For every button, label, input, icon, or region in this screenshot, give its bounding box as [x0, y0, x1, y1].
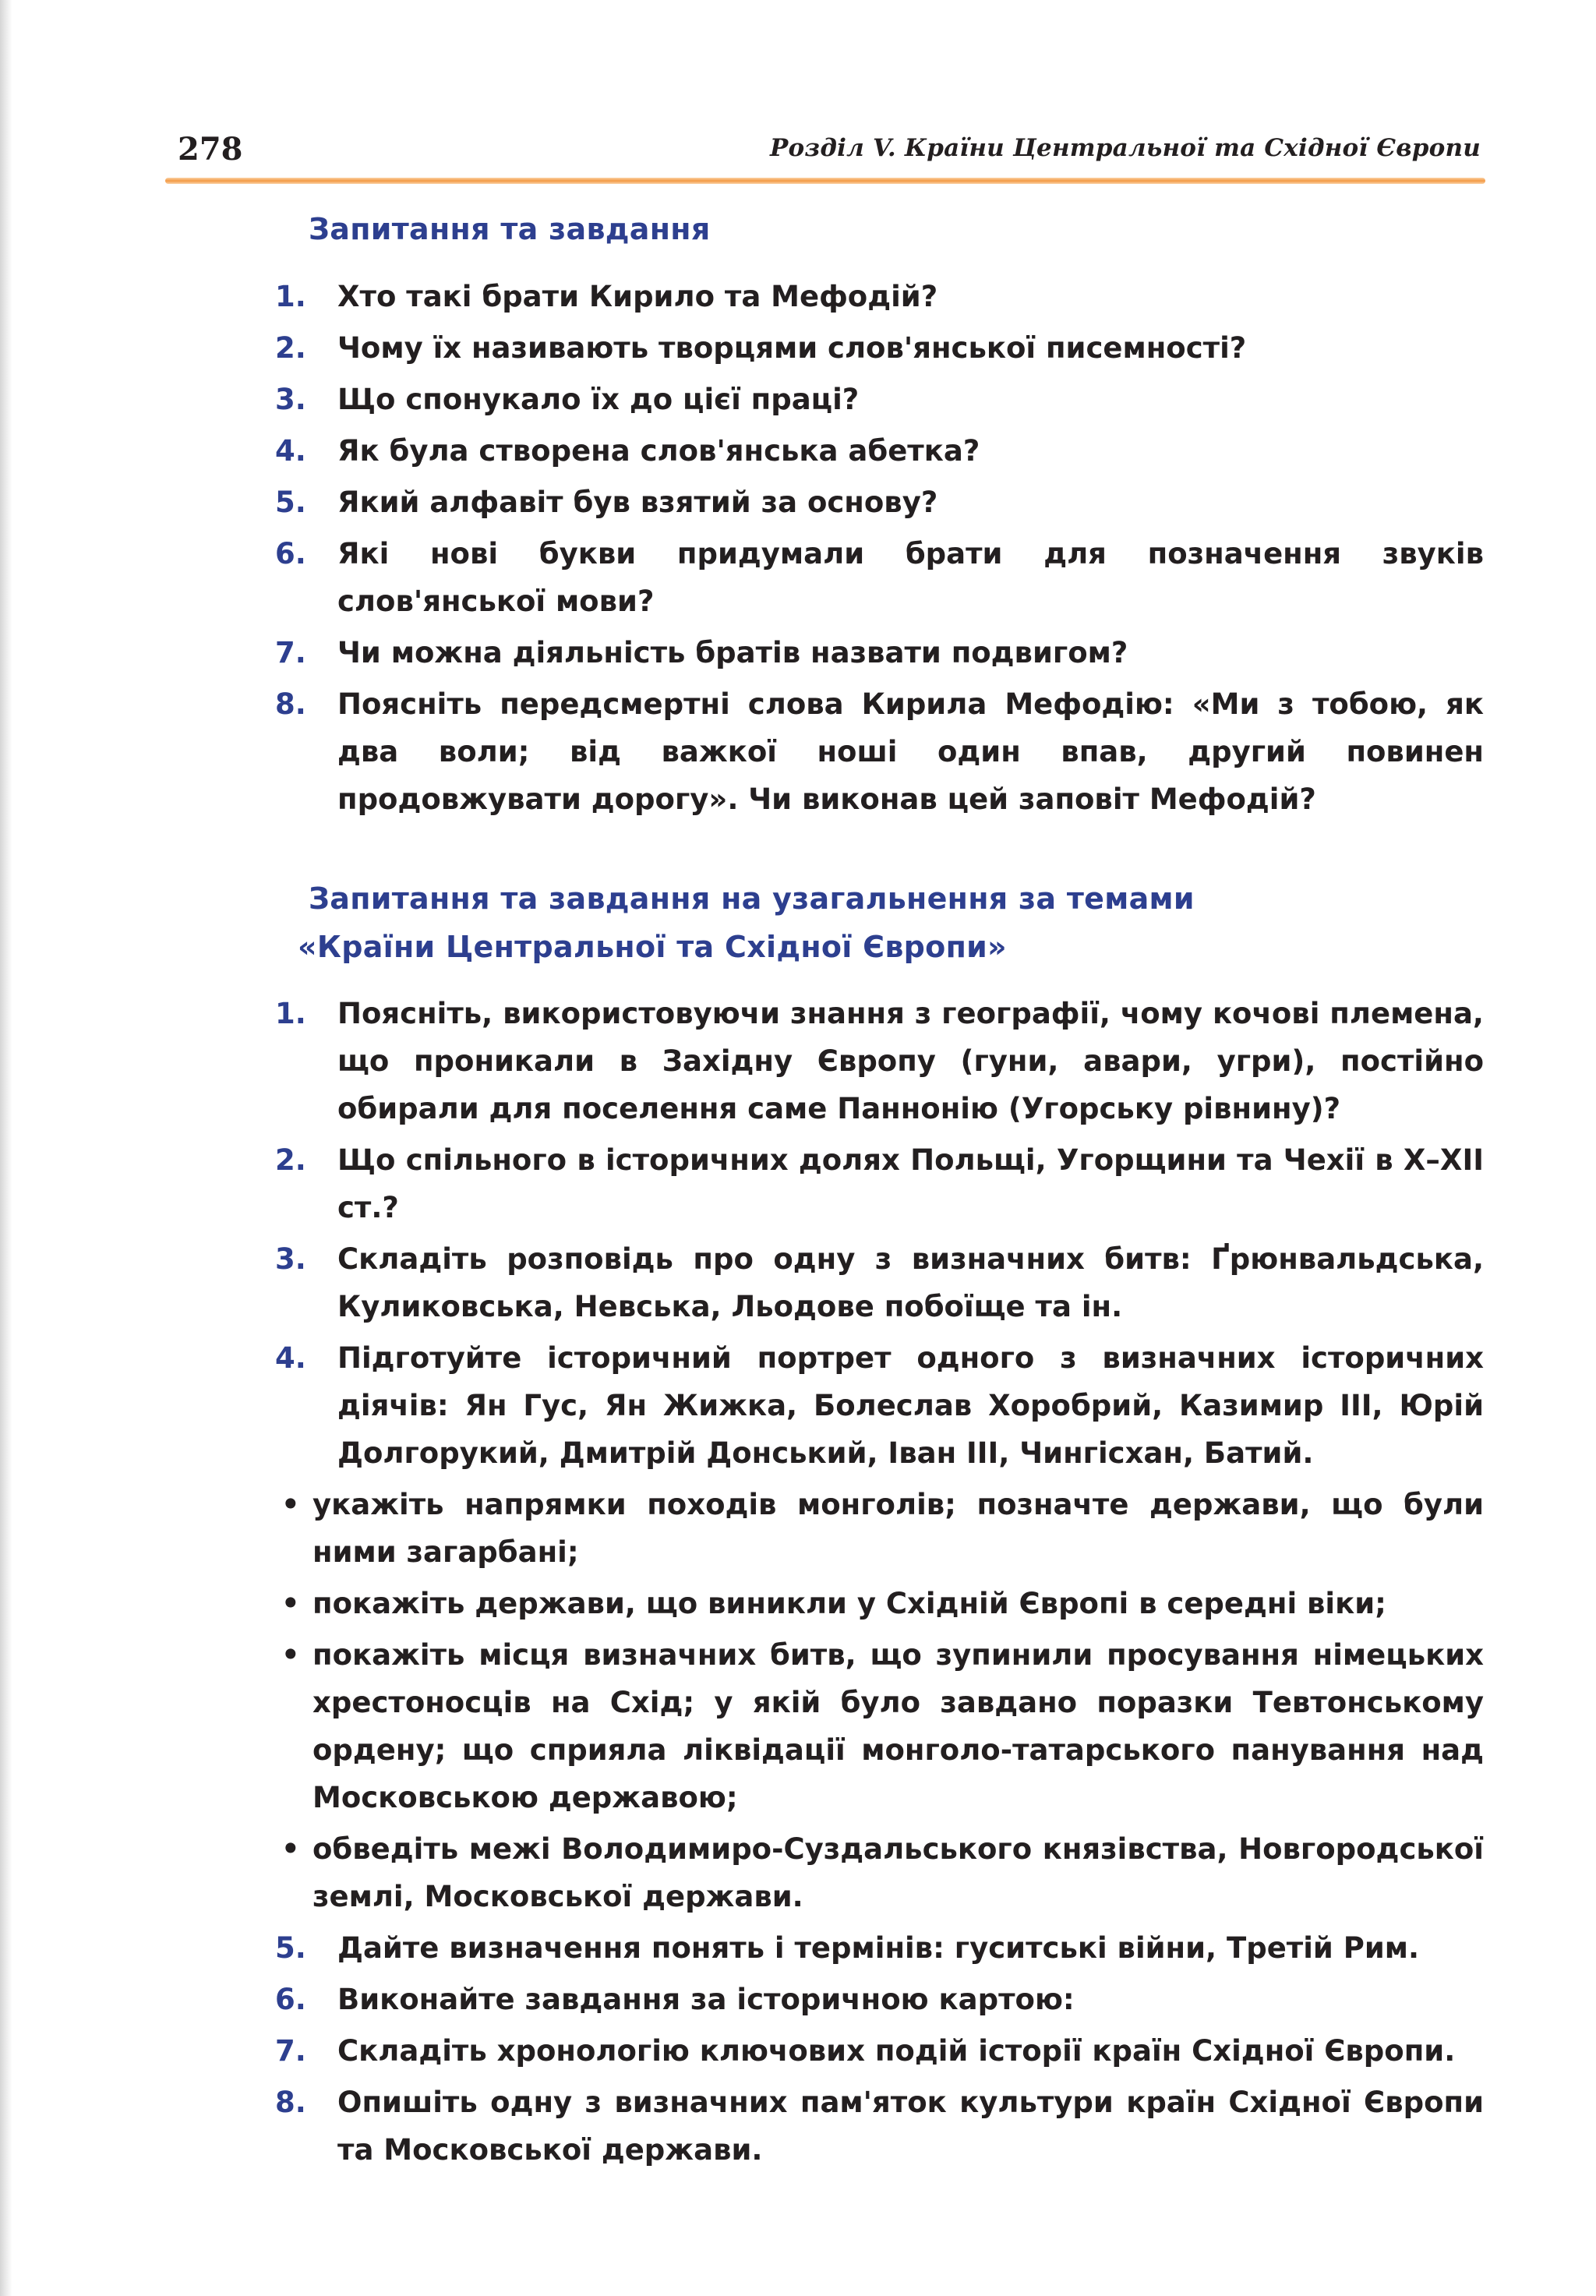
item-number: 1. — [275, 280, 306, 313]
item-number: 4. — [275, 1341, 306, 1375]
item-text: Опишіть одну з визначних пам'яток культури країн Східної Європи та Московської держави. — [337, 2086, 1484, 2167]
item-number: 4. — [275, 434, 306, 468]
bullet-list — [275, 1481, 1484, 1920]
item-text: Які нові букви придумали брати для позначення звуків слов'янської мови? — [337, 537, 1484, 618]
item-text: Чи можна діяльність братів назвати подвигом? — [337, 636, 1128, 669]
item-number: 3. — [275, 383, 306, 416]
bullet-text: покажіть держави, що виникли у Східній Європі в середні віки; — [312, 1587, 1386, 1620]
item-text: Що спільного в історичних долях Польщі, Угорщини та Чехії в Х–ХІІ ст.? — [337, 1143, 1484, 1224]
item-number: 7. — [275, 2034, 306, 2068]
item-number: 2. — [275, 1143, 306, 1177]
section-title-line: «Країни Центральної та Східної Європи» — [298, 930, 1007, 964]
list-item — [275, 427, 1484, 475]
item-number: 1. — [275, 997, 306, 1030]
page-edge-shadow — [0, 0, 12, 2296]
item-text: Виконайте завдання за історичною картою: — [337, 1983, 1075, 2016]
list-item — [275, 530, 1484, 625]
questions-list — [275, 273, 1484, 823]
item-number: 3. — [275, 1242, 306, 1276]
item-number: 2. — [275, 331, 306, 365]
bullet-text: обведіть межі Володимиро-Суздальського князівства, Новгородської землі, Московської держави. — [312, 1832, 1484, 1913]
list-item — [275, 1924, 1484, 1972]
list-item — [275, 324, 1484, 372]
item-number: 7. — [275, 636, 306, 669]
item-text: Як була створена слов'янська абетка? — [337, 434, 980, 468]
bullet-item — [275, 1481, 1484, 1576]
item-text: Дайте визначення понять і термінів: гуситські війни, Третій Рим. — [337, 1931, 1420, 1965]
bullet-text: покажіть місця визначних битв, що зупинили просування німецьких хрестоносців на Схід; у якій було завдано поразки Тевтонському ордену; що сприяла ліквідації монголо-татарського панування над Московською державою; — [312, 1638, 1484, 1814]
list-item — [275, 1136, 1484, 1231]
list-item — [275, 629, 1484, 676]
section-title-summary — [298, 874, 1195, 971]
bullet-text: укажіть напрямки походів монголів; позначте держави, що були ними загарбані; — [312, 1488, 1484, 1569]
item-text: Який алфавіт був взятий за основу? — [337, 486, 938, 519]
item-number: 6. — [275, 537, 306, 570]
item-number: 8. — [275, 687, 306, 721]
header-rule — [165, 178, 1485, 184]
bullet-item — [275, 1825, 1484, 1920]
page-header — [178, 131, 1481, 170]
list-item — [275, 2027, 1484, 2075]
bullet-icon: • — [281, 1832, 300, 1866]
item-text: Що спонукало їх до цієї праці? — [337, 383, 860, 416]
item-number: 5. — [275, 1931, 306, 1965]
list-item — [275, 1235, 1484, 1330]
item-number: 5. — [275, 486, 306, 519]
list-item — [275, 273, 1484, 320]
list-item — [275, 1334, 1484, 1477]
list-item — [275, 2079, 1484, 2174]
list-item — [275, 1976, 1484, 2023]
summary-questions-list — [275, 990, 1484, 2174]
section-title-questions: Запитання та завдання — [309, 212, 711, 246]
list-item — [275, 376, 1484, 423]
page-number: 278 — [178, 131, 243, 168]
item-text: Складіть розповідь про одну з визначних битв: Ґрюнвальдська, Куликовська, Невська, Льодове побоїще та ін. — [337, 1242, 1484, 1323]
bullet-icon: • — [281, 1638, 300, 1672]
bullet-item — [275, 1631, 1484, 1821]
bullet-icon: • — [281, 1488, 300, 1521]
item-text: Поясніть, використовуючи знання з географії, чому кочові племена, що проникали в Західну Європу (гуни, авари, угри), постійно обирали для поселення саме Паннонію (Угорську рівнину)? — [337, 997, 1484, 1125]
item-text: Хто такі брати Кирило та Мефодій? — [337, 280, 938, 313]
item-number: 8. — [275, 2086, 306, 2119]
bullet-icon: • — [281, 1587, 300, 1620]
item-text: Чому їх називають творцями слов'янської писемності? — [337, 331, 1247, 365]
section-title-line: Запитання та завдання на узагальнення за темами — [309, 881, 1195, 916]
running-head: Розділ V. Країни Центральної та Східної Європи — [770, 134, 1481, 162]
item-text: Підготуйте історичний портрет одного з визначних історичних діячів: Ян Гус, Ян Жижка, Болеслав Хоробрий, Казимир III, Юрій Долгорукий, Дмитрій Донський, Іван III, Чингісхан, Батий. — [337, 1341, 1484, 1470]
list-item — [275, 990, 1484, 1132]
item-number: 6. — [275, 1983, 306, 2016]
item-text: Поясніть передсмертні слова Кирила Мефодію: «Ми з тобою, як два воли; від важкої ноші один впав, другий повинен продовжувати дорогу». Чи виконав цей заповіт Мефодій? — [337, 687, 1484, 816]
item-text: Складіть хронологію ключових подій історії країн Східної Європи. — [337, 2034, 1456, 2068]
bullet-item — [275, 1580, 1484, 1627]
list-item — [275, 479, 1484, 526]
list-item — [275, 680, 1484, 823]
